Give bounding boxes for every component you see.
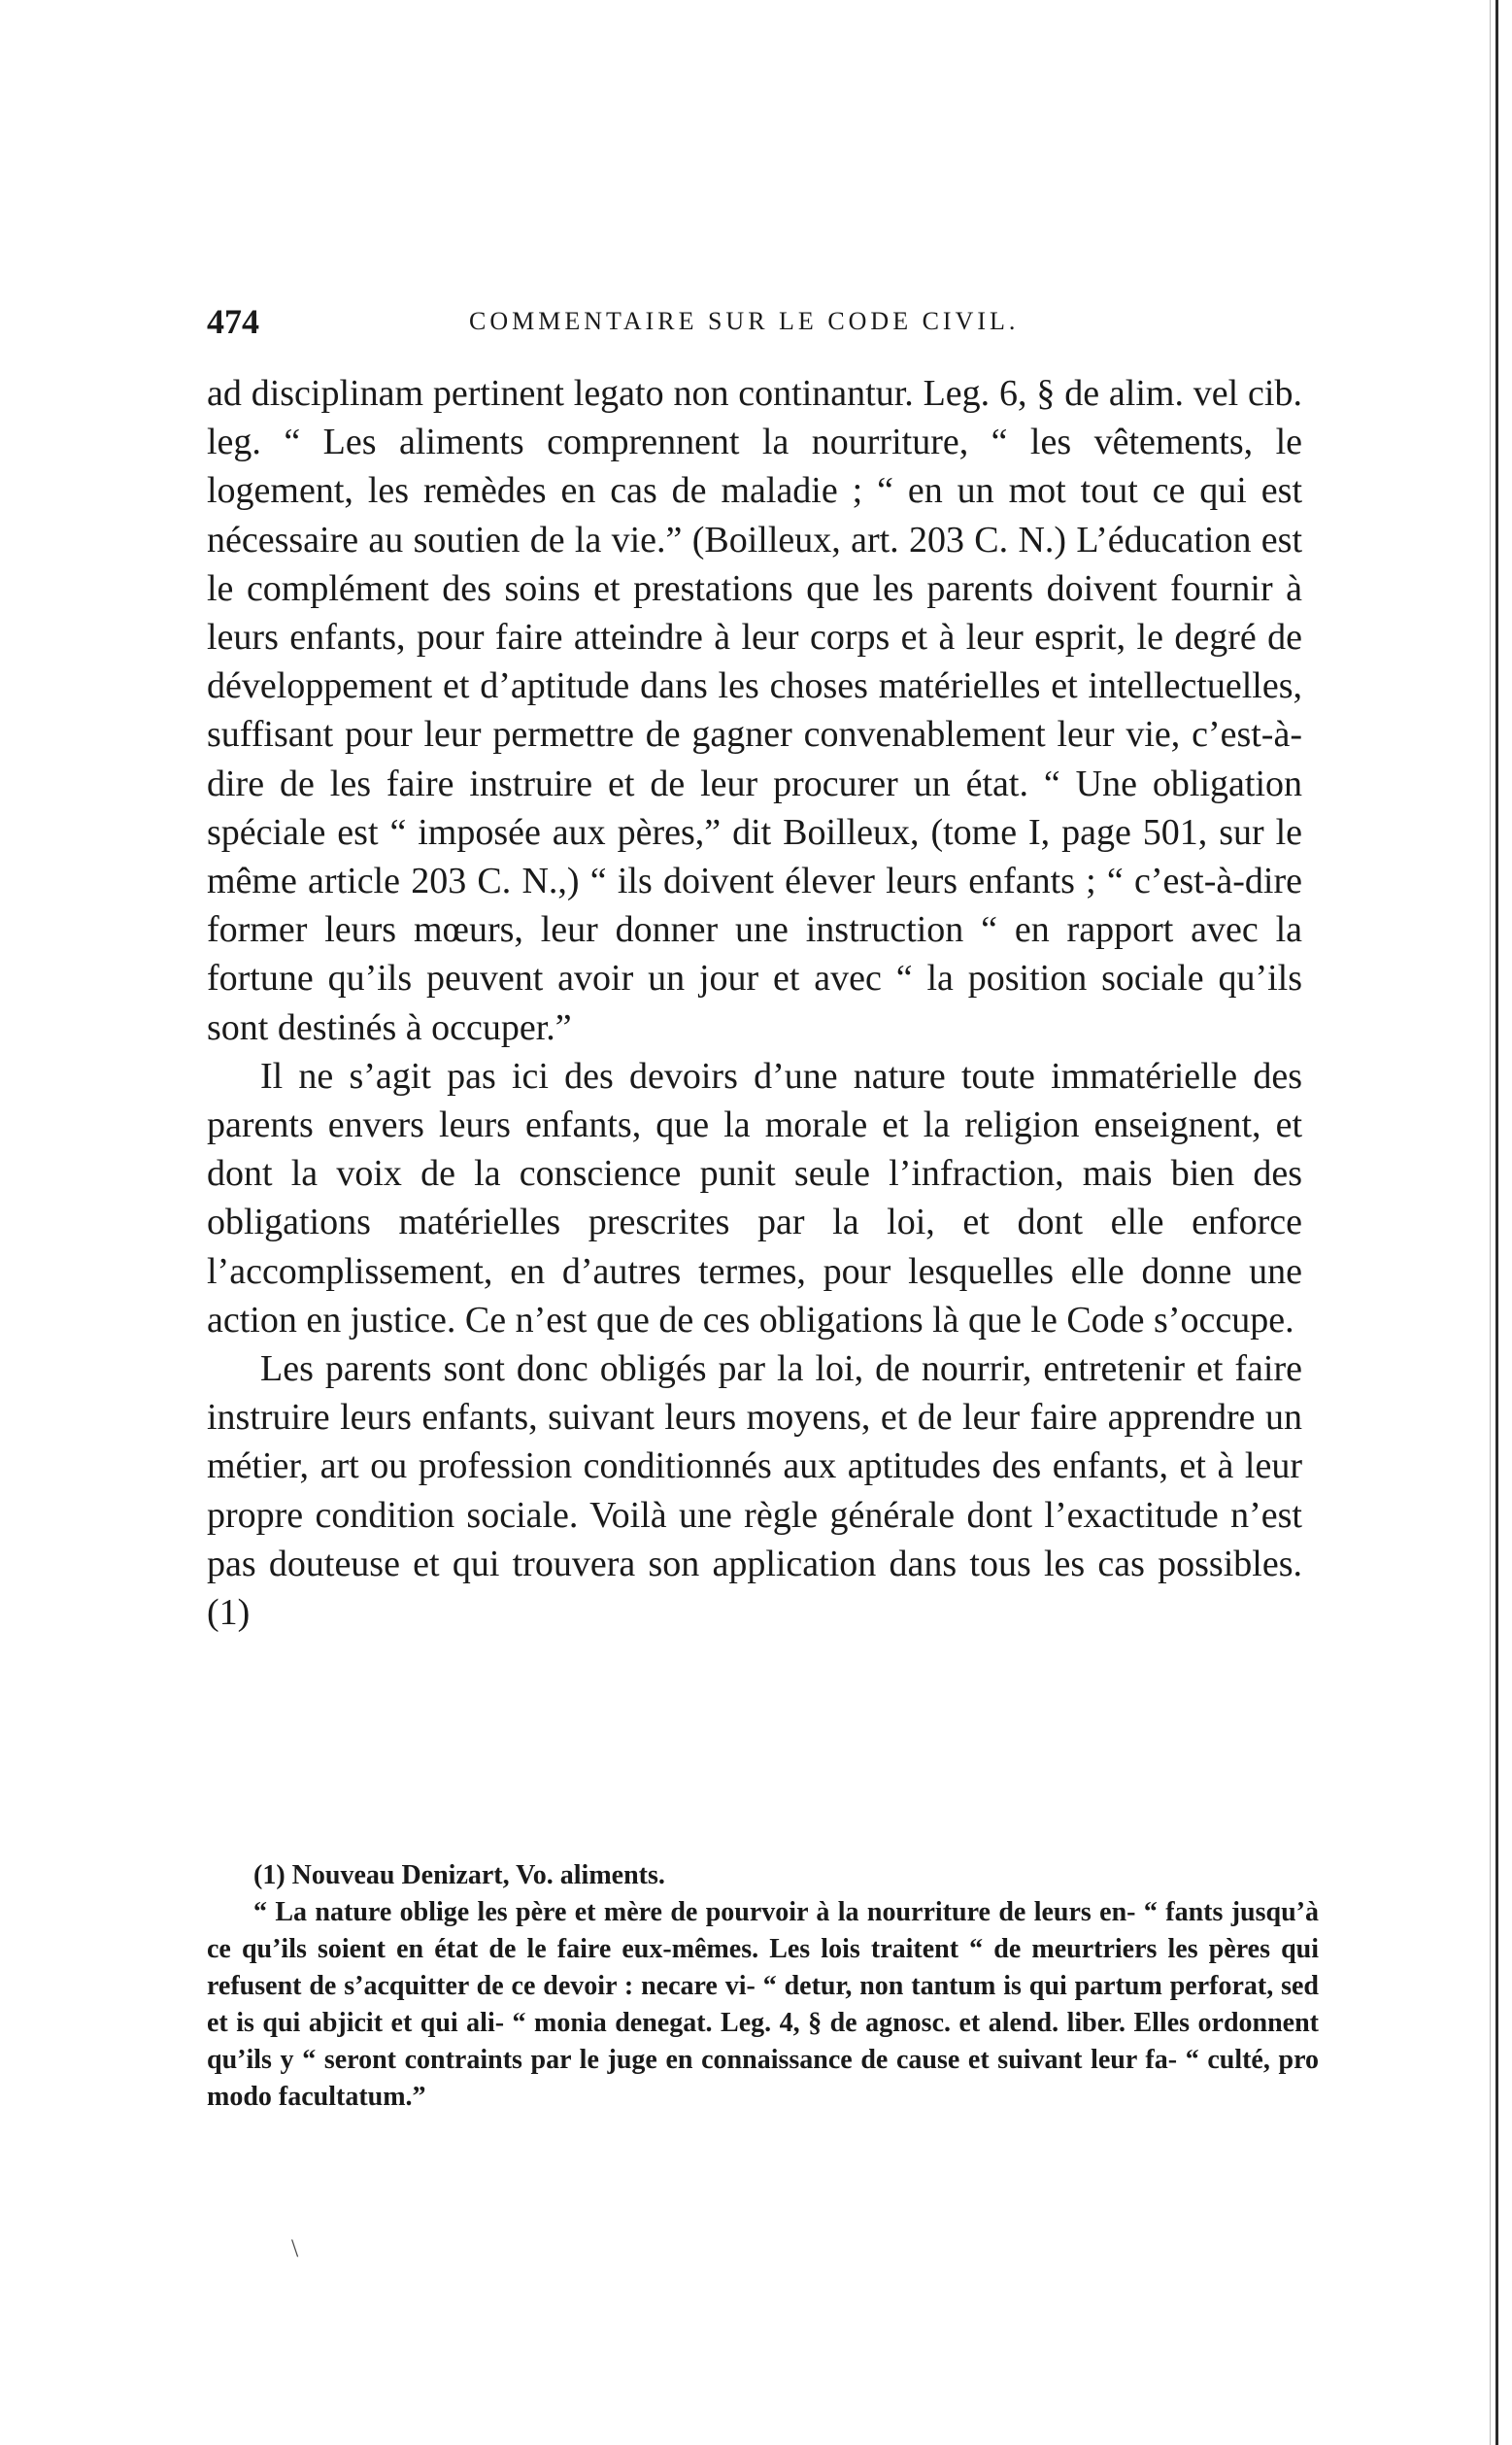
running-title: COMMENTAIRE SUR LE CODE CIVIL. — [469, 307, 1020, 335]
main-text — [207, 369, 1302, 1637]
page-number: 474 — [207, 302, 259, 341]
page-edge-line — [1495, 0, 1498, 2445]
page-edge-shadow — [1490, 0, 1491, 2445]
paragraph: Il ne s’agit pas ici des devoirs d’une nature toute immatérielle des parents envers leurs enfants, que la morale et la religion enseignent, et dont la voix de la conscience punit seule l’infraction, mais bien des obligations matérielles prescrites par la loi, et dont elle enforce l’accomplissement, en d’autres termes, pour lesquelles elle donne une action en justice. Ce n’est que de ces obligations là que le Code s’occupe. — [207, 1055, 1302, 1341]
footnote-block — [207, 1857, 1319, 2116]
stray-mark: \ — [291, 2234, 299, 2262]
footnote-text: “ La nature oblige les père et mère de pourvoir à la nourriture de leurs en- “ fants jusqu’à ce qu’ils soient en état de le faire eux-mêmes. Les lois traitent “ de meurtriers les pères qui refusent de s’acquitter de ce devoir : necare vi- “ detur, non tantum is qui partum perforat, sed et is qui abjicit et qui ali- “ monia denegat. Leg. 4, § de agnosc. et alend. liber. Elles ordonnent qu’ils y “ seront contraints par le juge en connaissance de cause et suivant leur fa- “ culté, pro modo facultatum.” — [207, 1897, 1319, 2112]
paragraph: Les parents sont donc obligés par la loi, de nourrir, entretenir et faire instruire leurs enfants, suivant leurs moyens, et de leur faire apprendre un métier, art ou profession conditionnés aux aptitudes des enfants, et à leur propre condition sociale. Voilà une règle générale dont l’exactitude n’est pas douteuse et qui trouvera son application dans tous les cas possibles. (1) — [207, 1348, 1302, 1634]
footnote-reference: (1) Nouveau Denizart, Vo. aliments. — [253, 1860, 665, 1890]
page-header — [207, 301, 1302, 340]
paragraph: ad disciplinam pertinent legato non continantur. Leg. 6, § de alim. vel cib. leg. “ Les aliments comprennent la nourriture, “ les vêtements, le logement, les remèdes en cas de maladie ; “ en un mot tout ce qui est nécessaire au soutien de la vie.” (Boilleux, art. 203 C. N.) L’éducation est le complément des soins et prestations que les parents doivent fournir à leurs enfants, pour faire atteindre à leur corps et à leur esprit, le degré de développement et d’aptitude dans les choses matérielles et intellectuelles, suffisant pour leur permettre de gagner convenablement leur vie, c’est-à-dire de les faire instruire et de leur procurer un état. “ Une obligation spéciale est “ imposée aux pères,” dit Boilleux, (tome I, page 501, sur le même article 203 C. N.,) “ ils doivent élever leurs enfants ; “ c’est-à-dire former leurs mœurs, leur donner une instruction “ en rapport avec la fortune qu’ils peuvent avoir un jour et avec “ la position sociale qu’ils sont destinés à occuper.” — [207, 373, 1302, 1048]
